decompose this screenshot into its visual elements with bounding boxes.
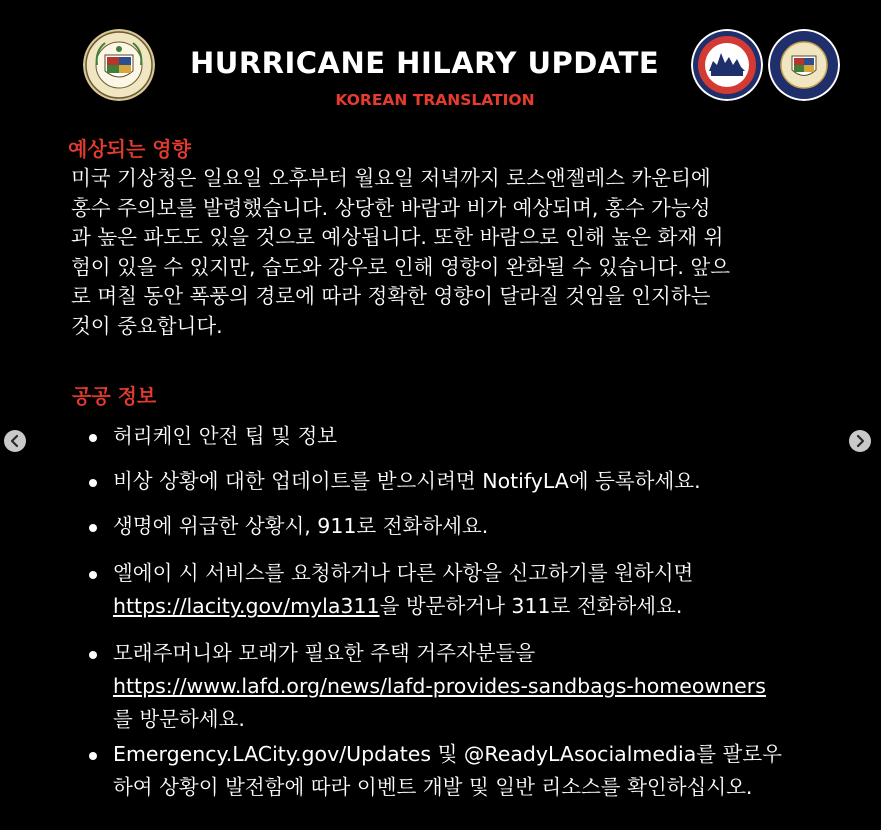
paragraph-line: 미국 기상청은 일요일 오후부터 월요일 저녁까지 로스앤젤레스 카운티에 <box>71 166 711 190</box>
bullet-icon <box>89 571 97 579</box>
paragraph-line: 것이 중요합니다. <box>71 313 223 338</box>
bullet-icon <box>89 524 97 532</box>
chevron-right-icon <box>849 430 871 452</box>
expected-impacts-heading: 예상되는 영향 <box>68 137 191 161</box>
public-info-heading: 공공 정보 <box>72 384 157 408</box>
heather-hutt-councilwoman-seal-icon <box>768 29 840 101</box>
previous-slide-button[interactable] <box>4 430 26 452</box>
list-item-text: 모래주머니와 모래가 필요한 주택 거주자분들을 <box>113 641 536 665</box>
page-subtitle: KOREAN TRANSLATION <box>335 91 535 109</box>
list-item-text: 비상 상황에 대한 업데이트를 받으시려면 NotifyLA에 등록하세요. <box>113 469 701 493</box>
bullet-icon <box>89 479 97 487</box>
city-of-los-angeles-seal-icon <box>83 29 155 101</box>
paragraph-line: 홍수 주의보를 발령했습니다. 상당한 바람과 비가 예상되며, 홍수 가능성 <box>71 195 711 220</box>
chevron-left-icon <box>4 430 26 452</box>
list-item-text: 를 방문하세요. <box>113 707 245 731</box>
bullet-icon <box>89 651 97 659</box>
paragraph-line: 로 며칠 동안 폭풍의 경로에 따라 정확한 영향이 달라질 것임을 인지하는 <box>71 284 711 308</box>
myla311-link[interactable]: https://lacity.gov/myla311 <box>113 594 380 618</box>
bullet-icon <box>89 752 97 760</box>
emergency-management-department-seal-icon <box>691 29 763 101</box>
page-title: HURRICANE HILARY UPDATE <box>190 46 660 80</box>
lafd-sandbags-link[interactable]: https://www.lafd.org/news/lafd-provides-sandbags-homeowners <box>113 674 766 698</box>
expected-impacts-paragraph <box>71 164 821 341</box>
paragraph-line: 험이 있을 수 있지만, 습도와 강우로 인해 영향이 완화될 수 있습니다. 앞으 <box>71 254 730 279</box>
list-item-text: 하여 상황이 발전함에 따라 이벤트 개발 및 일반 리소스를 확인하십시오. <box>113 775 753 799</box>
paragraph-line: 과 높은 파도도 있을 것으로 예상됩니다. 또한 바람으로 인해 높은 화재 위 <box>71 225 724 249</box>
list-item-text: 허리케인 안전 팁 및 정보 <box>113 424 338 448</box>
next-slide-button[interactable] <box>849 430 871 452</box>
bullet-icon <box>89 434 97 442</box>
list-item-text: 생명에 위급한 상황시, 911로 전화하세요. <box>113 514 489 538</box>
list-item-text: 엘에이 시 서비스를 요청하거나 다른 사항을 신고하기를 원하시면 <box>113 561 694 585</box>
list-item-text: Emergency.LACity.gov/Updates 및 @ReadyLAsocialmedia를 팔로우 <box>113 742 782 766</box>
list-item-text: 을 방문하거나 311로 전화하세요. <box>379 594 683 618</box>
